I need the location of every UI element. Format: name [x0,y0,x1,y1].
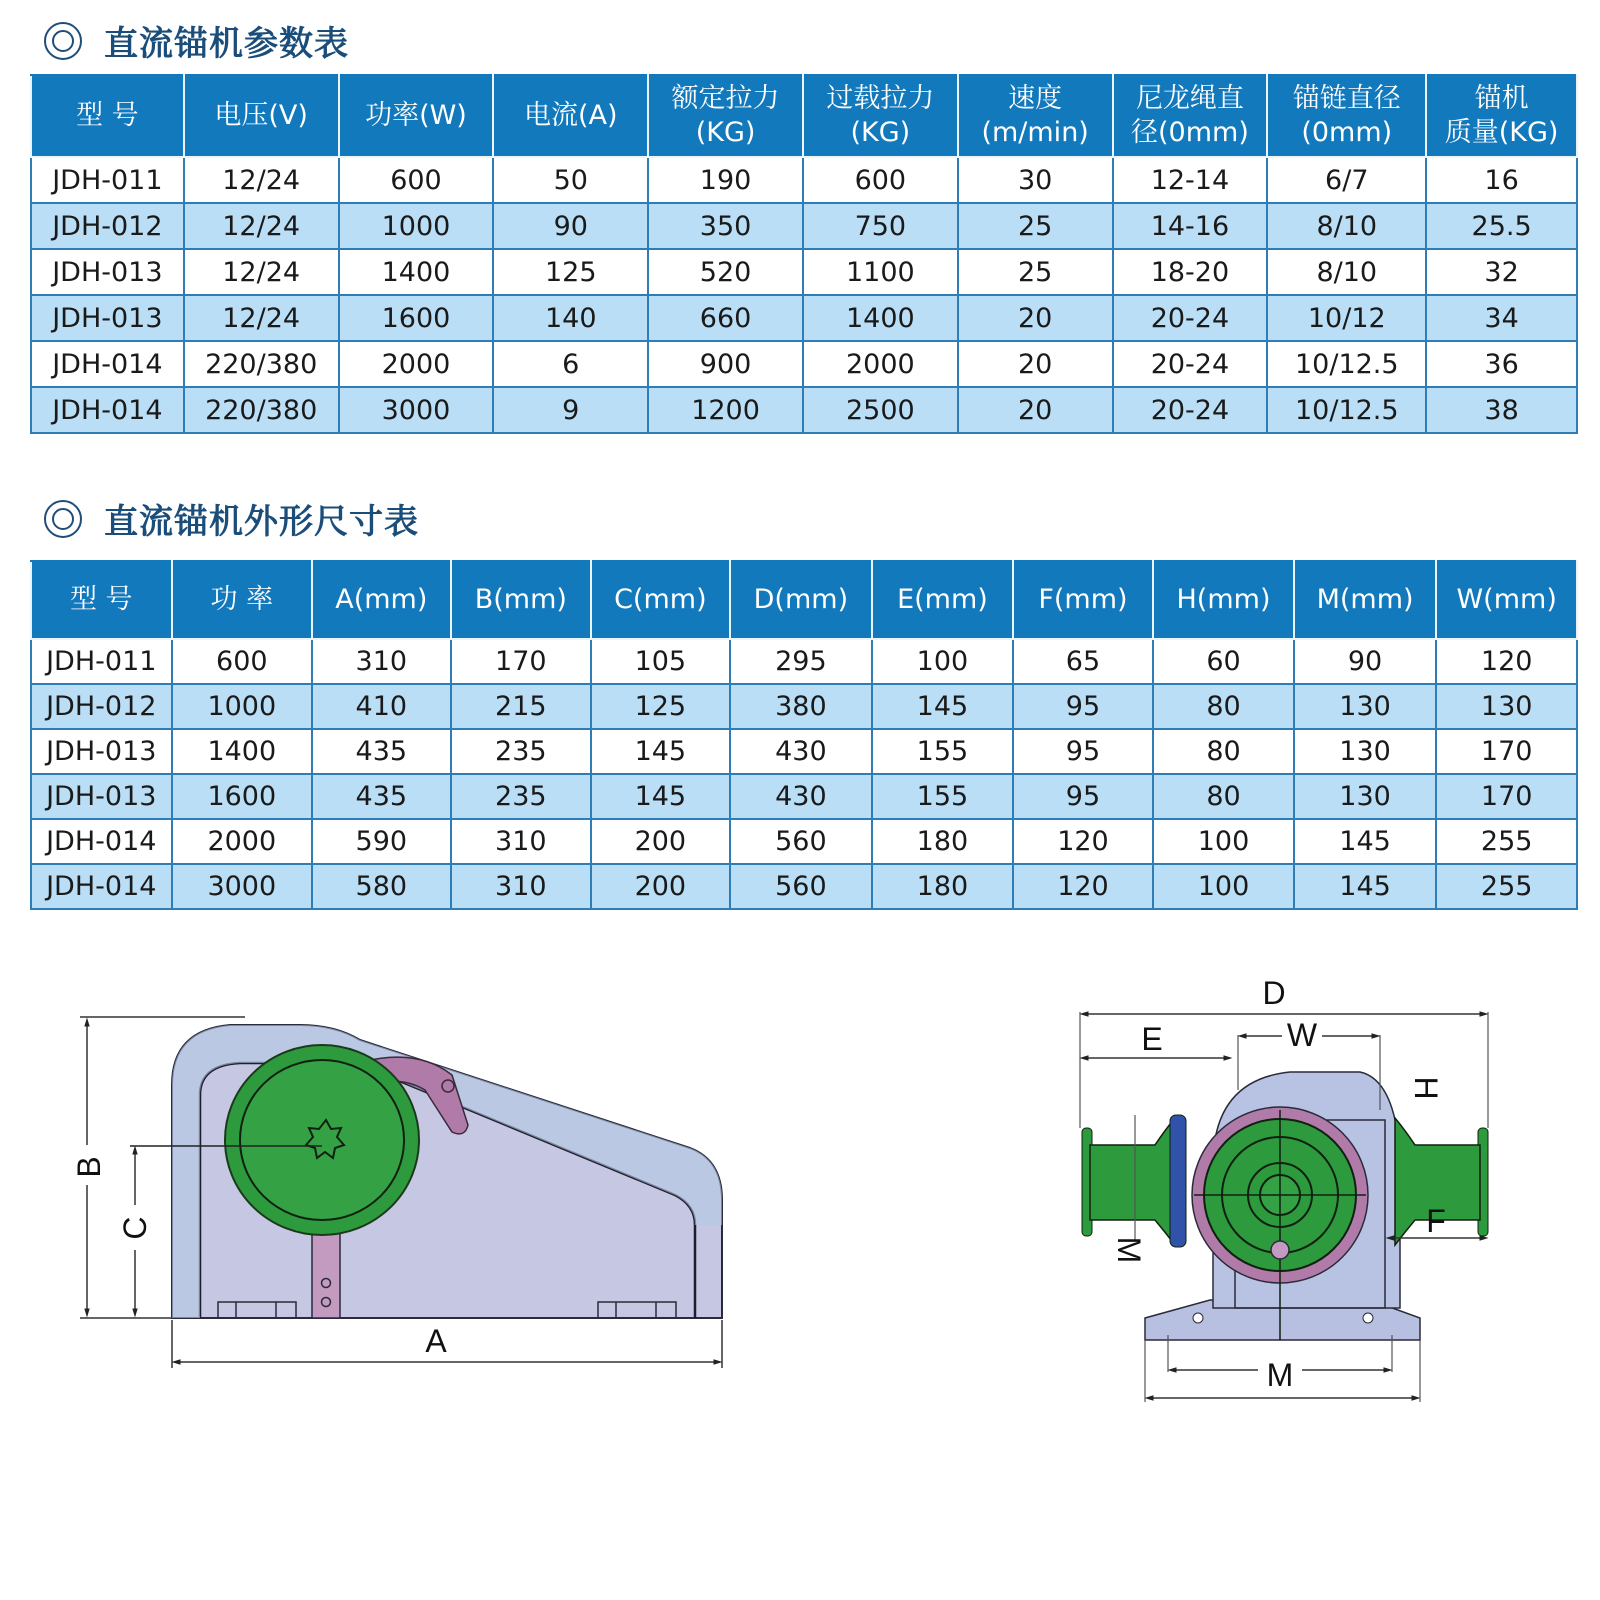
table-row [31,249,1577,295]
table-cell: 235 [451,774,592,819]
table-cell: 12/24 [184,249,339,295]
table-cell: 310 [451,864,592,909]
column-header-label: (m/min) [981,117,1089,148]
table-cell: 3000 [339,387,494,433]
table-cell: 1200 [648,387,803,433]
table-cell: 90 [1294,639,1437,684]
params-section-title [44,16,349,65]
table-cell: 20 [958,387,1113,433]
table-cell: 235 [451,729,592,774]
table-cell: 560 [730,864,873,909]
table-cell: 130 [1294,684,1437,729]
params-header-row [31,75,1577,157]
left-gypsy-drum [1090,1118,1175,1245]
table-cell: 200 [591,864,730,909]
column-header [1267,75,1426,157]
table-cell: 145 [591,774,730,819]
table-cell: 1600 [339,295,494,341]
table-cell: 145 [872,684,1013,729]
column-header-label: 尼龙绳直 [1135,83,1244,114]
dim-label-e: E [1141,1021,1163,1057]
table-cell: 95 [1013,684,1154,729]
dims-section-title [44,494,419,543]
dim-label-d: D [1262,975,1286,1011]
table-cell: 255 [1436,864,1577,909]
column-header-label: (KG) [850,117,911,148]
column-header-label: D(mm) [753,584,849,615]
model-cell: JDH-013 [31,249,184,295]
table-cell: 25.5 [1426,203,1577,249]
column-header-label: 速度 [1008,83,1063,114]
column-header-label: 型 号 [76,100,139,131]
table-cell: 2000 [172,819,313,864]
column-header-label: 锚链直径 [1292,83,1401,114]
column-header [730,561,873,639]
dim-label-b: B [71,1156,107,1178]
column-header [31,561,172,639]
column-header-label: (KG) [695,117,756,148]
windlass-side-view-diagram [60,1000,760,1390]
table-cell: 180 [872,819,1013,864]
table-cell: 120 [1436,639,1577,684]
double-circle-icon [44,500,82,538]
table-cell: 155 [872,729,1013,774]
column-header-label: W(mm) [1456,584,1557,615]
table-cell: 660 [648,295,803,341]
table-cell: 20 [958,295,1113,341]
table-cell: 6/7 [1267,157,1426,203]
table-cell: 130 [1294,729,1437,774]
table-cell: 255 [1436,819,1577,864]
table-cell: 6 [493,341,648,387]
table-cell: 170 [1436,774,1577,819]
table-cell: 1000 [339,203,494,249]
column-header [451,561,592,639]
table-cell: 20-24 [1113,295,1268,341]
table-cell: 295 [730,639,873,684]
column-header [591,561,730,639]
table-row [31,639,1577,684]
dim-label-m-side: M [1111,1236,1147,1264]
column-header [493,75,648,157]
table-cell: 560 [730,819,873,864]
model-cell: JDH-014 [31,387,184,433]
table-cell: 600 [172,639,313,684]
table-cell: 38 [1426,387,1577,433]
table-cell: 65 [1013,639,1154,684]
table-cell: 30 [958,157,1113,203]
dim-label-a: A [425,1323,447,1359]
column-header [1436,561,1577,639]
table-row [31,295,1577,341]
table-cell: 120 [1013,864,1154,909]
table-cell: 10/12.5 [1267,341,1426,387]
column-header-label: 锚机 [1474,83,1529,114]
column-header-label: (0mm) [1301,117,1393,148]
model-cell: JDH-012 [31,203,184,249]
column-header [1153,561,1294,639]
table-cell: 1400 [803,295,958,341]
table-cell: 900 [648,341,803,387]
table-row [31,864,1577,909]
table-cell: 200 [591,819,730,864]
table-cell: 350 [648,203,803,249]
table-cell: 600 [339,157,494,203]
table-cell: 10/12.5 [1267,387,1426,433]
table-cell: 2500 [803,387,958,433]
params-table [30,74,1578,434]
table-cell: 170 [451,639,592,684]
table-cell: 125 [591,684,730,729]
table-cell: 140 [493,295,648,341]
table-cell: 1400 [339,249,494,295]
dim-label-h: H [1408,1076,1444,1100]
model-cell: JDH-014 [31,819,172,864]
table-cell: 435 [312,729,451,774]
table-cell: 95 [1013,774,1154,819]
column-header [339,75,494,157]
table-cell: 20-24 [1113,387,1268,433]
table-row [31,774,1577,819]
table-cell: 100 [872,639,1013,684]
table-cell: 8/10 [1267,203,1426,249]
column-header-label: 额定拉力 [671,83,780,114]
table-cell: 410 [312,684,451,729]
double-circle-icon [44,22,82,60]
table-cell: 310 [451,819,592,864]
table-cell: 580 [312,864,451,909]
column-header [1294,561,1437,639]
table-cell: 120 [1013,819,1154,864]
column-header-label: B(mm) [474,584,567,615]
table-row [31,729,1577,774]
table-cell: 145 [1294,819,1437,864]
column-header [172,561,313,639]
table-cell: 155 [872,774,1013,819]
table-cell: 32 [1426,249,1577,295]
table-cell: 100 [1153,864,1294,909]
table-cell: 12/24 [184,295,339,341]
table-cell: 20-24 [1113,341,1268,387]
table-cell: 80 [1153,729,1294,774]
model-cell: JDH-013 [31,295,184,341]
table-cell: 1400 [172,729,313,774]
column-header-label: C(mm) [614,584,707,615]
column-header-label: A(mm) [335,584,428,615]
table-cell: 1000 [172,684,313,729]
windlass-front-view-diagram [1070,970,1510,1410]
column-header [1426,75,1577,157]
column-header [872,561,1013,639]
column-header [184,75,339,157]
model-cell: JDH-013 [31,729,172,774]
table-cell: 1600 [172,774,313,819]
table-cell: 380 [730,684,873,729]
dims-title-text: 直流锚机外形尺寸表 [104,502,419,542]
table-cell: 430 [730,774,873,819]
table-cell: 220/380 [184,341,339,387]
table-cell: 20 [958,341,1113,387]
column-header-label: 电压(V) [214,100,308,131]
table-cell: 60 [1153,639,1294,684]
column-header-label: E(mm) [897,584,988,615]
table-cell: 105 [591,639,730,684]
table-cell: 50 [493,157,648,203]
table-cell: 220/380 [184,387,339,433]
table-cell: 310 [312,639,451,684]
table-cell: 2000 [803,341,958,387]
table-cell: 100 [1153,819,1294,864]
column-header [958,75,1113,157]
table-cell: 2000 [339,341,494,387]
table-cell: 12/24 [184,157,339,203]
column-header-label: 功率(W) [365,100,467,131]
column-header [1013,561,1154,639]
params-title-text: 直流锚机参数表 [104,24,349,64]
dims-header-row [31,561,1577,639]
column-header [31,75,184,157]
table-cell: 95 [1013,729,1154,774]
table-cell: 125 [493,249,648,295]
table-cell: 145 [591,729,730,774]
table-row [31,387,1577,433]
model-cell: JDH-014 [31,864,172,909]
model-cell: JDH-011 [31,639,172,684]
column-header-label: M(mm) [1316,584,1414,615]
table-cell: 8/10 [1267,249,1426,295]
table-cell: 80 [1153,684,1294,729]
table-cell: 750 [803,203,958,249]
table-cell: 145 [1294,864,1437,909]
column-header-label: 过载拉力 [826,83,935,114]
column-header-label: H(mm) [1176,584,1271,615]
dim-label-f: F [1426,1203,1446,1239]
table-row [31,684,1577,729]
table-cell: 1100 [803,249,958,295]
table-cell: 180 [872,864,1013,909]
column-header-label: 径(0mm) [1131,117,1249,148]
model-cell: JDH-012 [31,684,172,729]
table-cell: 12/24 [184,203,339,249]
table-cell: 25 [958,249,1113,295]
dim-label-c: C [117,1216,153,1240]
table-cell: 12-14 [1113,157,1268,203]
table-cell: 36 [1426,341,1577,387]
dim-label-w: W [1286,1017,1318,1053]
model-cell: JDH-014 [31,341,184,387]
column-header-label: F(mm) [1038,584,1128,615]
dim-label-m-bottom: M [1266,1357,1294,1393]
table-cell: 590 [312,819,451,864]
column-header [803,75,958,157]
table-row [31,203,1577,249]
column-header-label: 型 号 [69,584,133,615]
column-header [648,75,803,157]
table-cell: 600 [803,157,958,203]
table-cell: 16 [1426,157,1577,203]
table-row [31,819,1577,864]
model-cell: JDH-013 [31,774,172,819]
column-header-label: 质量(KG) [1444,117,1559,148]
table-cell: 130 [1294,774,1437,819]
column-header-label: 电流(A) [523,100,618,131]
table-cell: 25 [958,203,1113,249]
table-cell: 10/12 [1267,295,1426,341]
table-cell: 130 [1436,684,1577,729]
table-cell: 80 [1153,774,1294,819]
table-cell: 170 [1436,729,1577,774]
table-row [31,157,1577,203]
column-header-label: 功 率 [210,584,274,615]
column-header [1113,75,1268,157]
table-row [31,341,1577,387]
table-cell: 520 [648,249,803,295]
table-cell: 430 [730,729,873,774]
table-cell: 34 [1426,295,1577,341]
table-cell: 215 [451,684,592,729]
table-cell: 435 [312,774,451,819]
table-cell: 3000 [172,864,313,909]
table-cell: 90 [493,203,648,249]
model-cell: JDH-011 [31,157,184,203]
column-header [312,561,451,639]
table-cell: 9 [493,387,648,433]
table-cell: 190 [648,157,803,203]
table-cell: 18-20 [1113,249,1268,295]
dims-table [30,560,1578,910]
table-cell: 14-16 [1113,203,1268,249]
